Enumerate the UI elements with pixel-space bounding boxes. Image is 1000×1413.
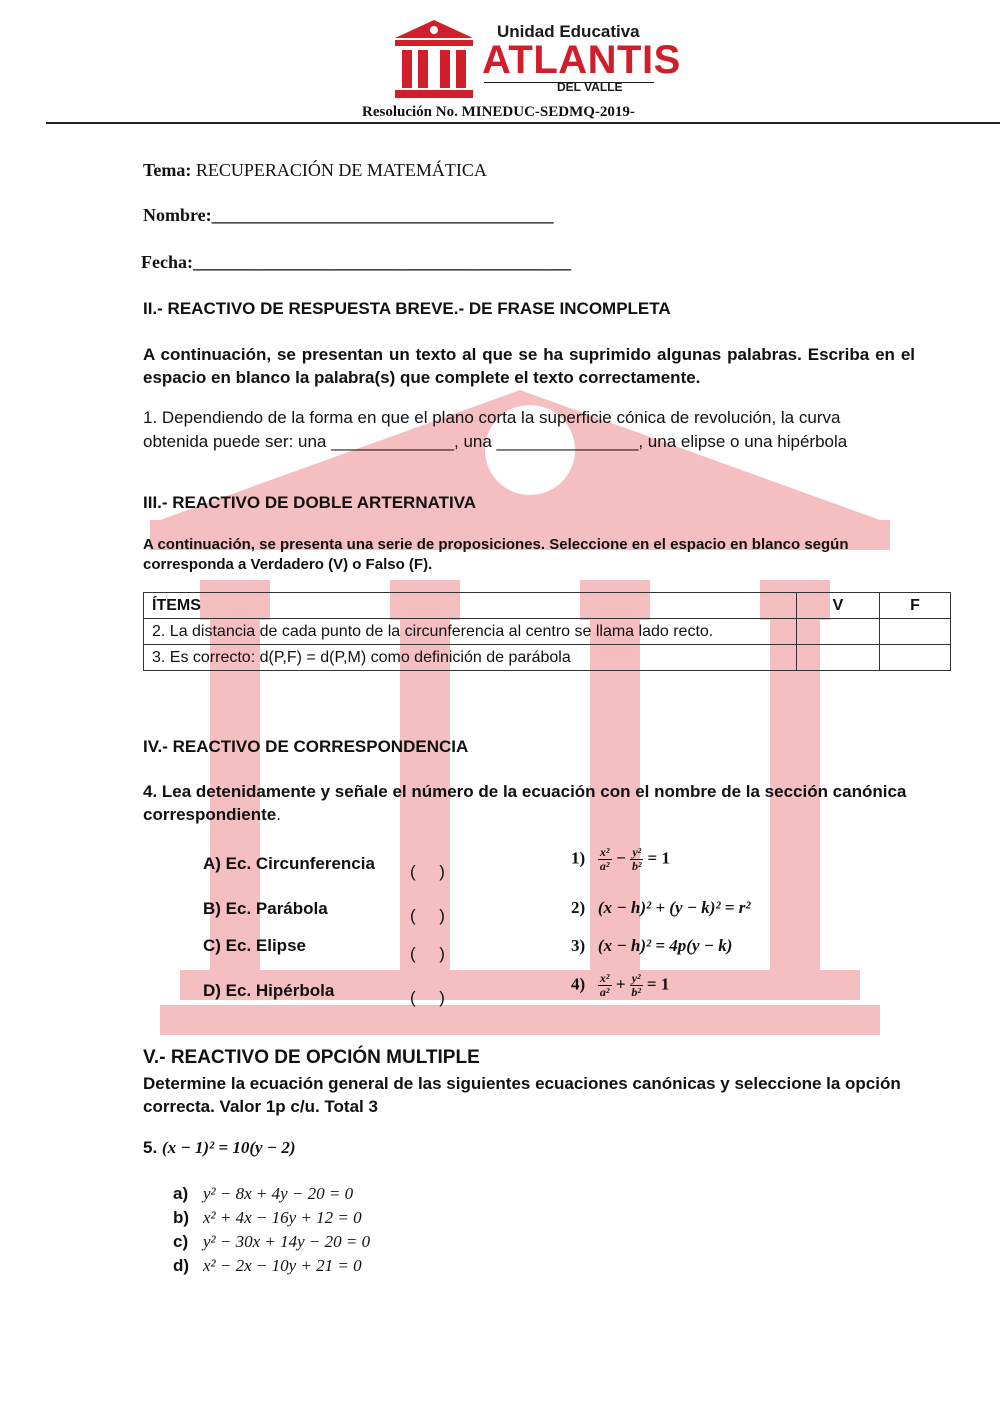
answer-box-c[interactable]: ( ) (410, 944, 445, 963)
brand-name: ATLANTIS (482, 38, 681, 82)
option-a[interactable]: a) y² − 8x + 4y − 20 = 0 (173, 1184, 354, 1203)
table-row (144, 619, 951, 645)
fraction-y: $\frac{\text{y²}}{\text{b²}}$ (632, 845, 642, 873)
fecha-blank[interactable]: __________________________________________ (192, 252, 571, 272)
options-list (173, 1182, 370, 1278)
nombre-field[interactable] (143, 205, 554, 226)
table-header-row (144, 593, 951, 619)
f-header: F (880, 593, 951, 619)
section-5-title: V.- REACTIVO DE OPCIÓN MULTIPLE (143, 1047, 480, 1068)
fraction-x: $\frac{\text{x²}}{\text{a²}}$ (599, 971, 610, 999)
fecha-field[interactable] (141, 252, 571, 273)
section-4-instruction-text: 4. Lea detenidamente y señale el número de la ecuación con el nombre de la sección canónica correspondiente (143, 782, 907, 824)
table-row (144, 645, 951, 671)
brand-line-3: DEL VALLE (557, 80, 623, 94)
section-4-instruction-end: . (276, 805, 281, 824)
answer-box-d[interactable]: ( ) (410, 988, 445, 1007)
f-cell-2[interactable] (880, 619, 951, 645)
statement-3: 3. Es correcto: d(P,F) = d(P,M) como definición de parábola (144, 645, 797, 671)
fraction-x: $\frac{\text{x²}}{\text{a²}}$ (599, 845, 610, 873)
equation-4: 4) $\frac{\text{x²}}{\text{a²}}$ + $\frac{\text{y²}}{\text{b²}}$ = 1 (571, 971, 670, 999)
resolution-number: Resolución No. MINEDUC-SEDMQ-2019- (362, 104, 635, 120)
f-cell-3[interactable] (880, 645, 951, 671)
eq-label-4: 4) (571, 974, 586, 994)
nombre-label: Nombre: (143, 205, 212, 225)
v-cell-3[interactable] (797, 645, 880, 671)
tema-field (143, 160, 487, 181)
school-logo-icon (393, 18, 475, 100)
option-c[interactable]: c) y² − 30x + 14y − 20 = 0 (173, 1232, 371, 1251)
tema-value: RECUPERACIÓN DE MATEMÁTICA (195, 160, 487, 180)
fecha-label: Fecha: (141, 252, 193, 272)
fraction-y: $\frac{\text{y²}}{\text{b²}}$ (631, 971, 641, 999)
option-d[interactable]: d) x² − 2x − 10y + 21 = 0 (173, 1256, 362, 1275)
match-item-d: D) Ec. Hipérbola (203, 981, 335, 1000)
equation-3 (571, 936, 732, 956)
equation-2 (571, 898, 750, 918)
section-3-title: III.- REACTIVO DE DOBLE ARTERNATIVA (143, 493, 477, 512)
answer-box-b[interactable]: ( ) (410, 906, 445, 925)
eq-label-2: 2) (571, 898, 586, 917)
nombre-blank[interactable]: ______________________________________ (211, 205, 554, 225)
true-false-table (143, 592, 951, 671)
section-5-instruction: Determine la ecuación general de las siguientes ecuaciones canónicas y seleccione la opción correcta. Valor 1p c/u. Total 3 (143, 1074, 901, 1116)
equation-1: 1) $\frac{\text{x²}}{\text{a²}}$ − $\frac{\text{y²}}{\text{b²}}$ = 1 (571, 845, 670, 873)
section-4-title: IV.- REACTIVO DE CORRESPONDENCIA (143, 737, 469, 756)
section-4-instruction (143, 780, 933, 826)
eq-3-text: (x − h)² = 4p(y − k) (597, 936, 733, 955)
option-b[interactable]: b) x² + 4x − 16y + 12 = 0 (173, 1208, 362, 1227)
eq-label-3: 3) (571, 936, 586, 955)
q5-label: 5. (143, 1138, 158, 1157)
statement-2: 2. La distancia de cada punto de la circunferencia al centro se llama lado recto. (144, 619, 797, 645)
items-header: ÍTEMS (144, 593, 797, 619)
match-item-b: B) Ec. Parábola (203, 899, 328, 918)
match-item-a: A) Ec. Circunferencia (203, 854, 375, 873)
section-2-instruction: A continuación, se presentan un texto al que se ha suprimido algunas palabras. Escriba en el espacio en blanco la palabra(s) que complete el texto correctamente. (143, 345, 915, 387)
question-1-line-2[interactable]: obtenida puede ser: una _____________, una _______________, una elipse o una hipérbola (143, 432, 848, 451)
v-cell-2[interactable] (797, 619, 880, 645)
v-header: V (797, 593, 880, 619)
tema-label: Tema: (143, 160, 192, 180)
eq-2-text: (x − h)² + (y − k)² = r² (597, 898, 751, 917)
brand-line-1: Unidad Educativa (497, 22, 640, 41)
header-divider (46, 122, 1000, 124)
question-5 (143, 1138, 296, 1158)
section-2-title: II.- REACTIVO DE RESPUESTA BREVE.- DE FRASE INCOMPLETA (143, 299, 671, 318)
eq-label-1: 1) (571, 848, 586, 868)
section-3-instruction: A continuación, se presenta una serie de proposiciones. Seleccione en el espacio en blanco según corresponda a Verdadero (V) o Falso (F). (143, 536, 849, 573)
question-1-line-1: 1. Dependiendo de la forma en que el plano corta la superficie cónica de revolución, la curva (143, 408, 841, 427)
answer-box-a[interactable]: ( ) (410, 862, 445, 881)
q5-equation: (x − 1)² = 10(y − 2) (161, 1138, 296, 1157)
match-item-c: C) Ec. Elipse (203, 936, 306, 955)
